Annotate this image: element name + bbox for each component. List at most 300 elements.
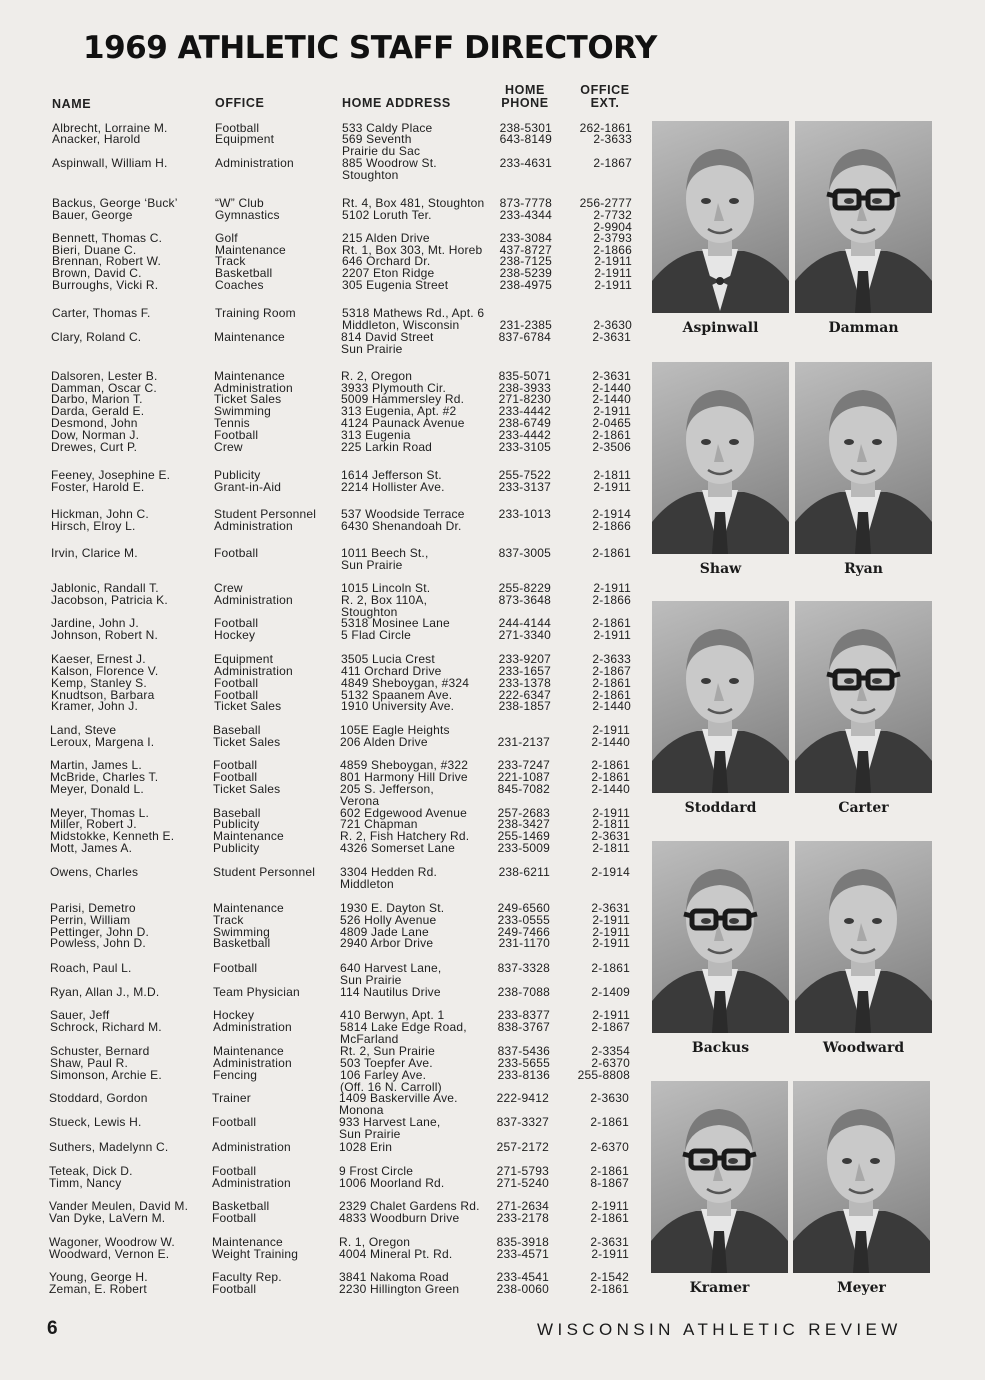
staff-name: Drewes, Curt P. [51,440,138,454]
staff-office-ext: 2-1911 [591,1247,629,1261]
staff-name: Dalsoren, Lester B. [51,369,158,383]
staff-name: Schrock, Richard M. [50,1020,162,1034]
staff-home-phone: 221-1087 [497,770,550,784]
staff-home-phone: 873-7778 [499,196,552,210]
staff-office-ext: 2-7732 [593,208,632,222]
staff-home-phone: 238-5301 [499,121,552,135]
staff-name: Pettinger, John D. [50,925,149,939]
staff-office-ext: 2-1867 [593,156,632,170]
staff-home-address: Sun Prairie [340,972,402,987]
staff-office-ext: 2-3631 [591,829,630,843]
staff-name: Foster, Harold E. [51,480,145,494]
staff-name: Brown, David C. [52,266,142,280]
staff-office-ext: 2-1440 [592,381,631,395]
staff-home-phone: 233-3105 [498,440,551,454]
staff-office: Maintenance [213,1044,284,1058]
staff-name: Schuster, Bernard [50,1044,150,1058]
staff-office: Hockey [213,1008,255,1022]
staff-home-phone: 233-1378 [498,676,551,690]
portrait-photo [652,362,789,554]
staff-home-address: 3304 Hedden Rd. [340,865,438,879]
staff-home-phone: 238-7088 [497,985,550,999]
portrait-photo [795,362,932,554]
staff-home-phone: 837-3328 [497,961,550,975]
portrait-photo [651,1081,788,1273]
header-home-phone-line1: HOME [505,83,545,97]
staff-home-address: 4124 Paunack Avenue [341,416,465,430]
staff-home-address: 2214 Hollister Ave. [341,480,445,494]
portrait-photo [793,1081,930,1273]
staff-home-phone: 233-3137 [498,480,551,494]
header-home-address: HOME ADDRESS [342,96,451,110]
staff-name: Knudtson, Barbara [51,688,155,702]
staff-office: Administration [214,519,293,533]
staff-name: Zeman, E. Robert [49,1282,147,1296]
staff-home-address: 5318 Mosinee Lane [341,616,450,630]
staff-home-phone: 231-1170 [498,936,550,950]
staff-home-address: Rt. 1, Box 303, Mt. Horeb [342,243,483,257]
staff-name: Meyer, Thomas L. [50,806,150,820]
staff-office: Football [212,1115,257,1129]
staff-home-address: 526 Holly Avenue [340,913,437,927]
staff-home-phone: 837-5436 [497,1044,550,1058]
staff-home-address: 5814 Lake Edge Road, [340,1020,467,1034]
staff-home-address: Middleton [340,876,394,891]
staff-office-ext: 2-1811 [593,468,631,482]
staff-home-phone: 238-1857 [498,699,551,713]
staff-name: Timm, Nancy [49,1176,122,1190]
page-title: 1969 ATHLETIC STAFF DIRECTORY [83,30,657,66]
staff-office-ext: 2-3633 [592,652,631,666]
staff-office: Publicity [213,817,260,831]
staff-office-ext: 2-1440 [592,699,631,713]
staff-name: Jablonic, Randall T. [51,581,159,595]
staff-name: Perrin, William [50,913,131,927]
staff-home-phone: 233-2178 [496,1211,549,1225]
staff-home-address: Sun Prairie [339,1126,401,1141]
staff-name: Dow, Norman J. [51,428,140,442]
staff-name: Clary, Roland C. [51,330,142,344]
staff-name: Wagoner, Woodrow W. [49,1235,175,1249]
staff-home-phone: 222-9412 [496,1091,549,1105]
staff-office-ext: 2-1911 [592,806,630,820]
staff-office: Football [213,770,258,784]
staff-home-phone: 231-2385 [499,317,552,332]
staff-home-address: 305 Eugenia Street [342,278,449,292]
staff-home-address: 1409 Baskerville Ave. [339,1091,458,1105]
staff-home-phone: 838-3767 [497,1020,550,1034]
staff-home-phone: 238-3933 [498,381,551,395]
staff-home-address: Middleton, Wisconsin [342,317,460,332]
staff-home-address: 3505 Lucia Crest [341,652,435,666]
staff-name: Albrecht, Lorraine M. [52,121,168,135]
staff-home-phone: 238-5239 [499,266,552,280]
staff-home-address: Sun Prairie [341,557,403,572]
staff-home-phone: 233-7247 [497,758,550,772]
staff-home-address: 206 Alden Drive [340,735,428,749]
staff-name: Land, Steve [50,723,117,737]
portrait-photo [795,601,932,793]
staff-home-address: 6430 Shenandoah Dr. [341,519,462,533]
staff-home-address: 1011 Beech St., [341,546,429,560]
staff-name: Bauer, George [52,208,133,222]
staff-office-ext: 2-1911 [592,1008,630,1022]
staff-office: Swimming [213,925,270,939]
staff-name: Hirsch, Elroy L. [51,519,136,533]
staff-office: Baseball [213,806,261,820]
staff-office-ext: 2-1861 [590,1115,629,1129]
staff-home-address: 537 Woodside Terrace [341,507,465,521]
staff-home-address: 9 Frost Circle [339,1164,414,1178]
staff-office-ext: 2-1440 [591,782,630,796]
staff-home-phone: 233-4442 [498,428,551,442]
staff-office-ext: 256-2777 [579,196,632,210]
staff-home-phone: 437-8727 [499,243,552,257]
staff-office: Football [213,961,258,975]
staff-home-address: 215 Alden Drive [342,231,430,245]
staff-office-ext: 2-3506 [592,440,631,454]
staff-office: Administration [212,1176,291,1190]
staff-home-address: 4859 Sheboygan, #322 [340,758,469,772]
staff-home-address: 721 Chapman [340,817,418,831]
staff-home-phone: 222-6347 [498,688,551,702]
staff-home-phone: 233-4541 [496,1270,549,1284]
staff-office-ext: 2-1866 [593,243,632,257]
staff-office-ext: 2-1911 [594,254,632,268]
staff-office: Faculty Rep. [212,1270,282,1284]
staff-name: Johnson, Robert N. [51,628,158,642]
staff-office-ext: 2-1861 [592,616,631,630]
staff-home-address: Verona [340,793,380,808]
staff-home-address: Rt. 2, Sun Prairie [340,1044,435,1058]
staff-home-address: 2940 Arbor Drive [340,936,434,950]
staff-name: Stoddard, Gordon [49,1091,148,1105]
staff-office: “W” Club [215,196,264,210]
staff-office-ext: 2-1861 [591,770,630,784]
staff-office-ext: 2-1861 [591,961,630,975]
staff-home-phone: 257-2683 [497,806,550,820]
staff-office: Basketball [212,1199,270,1213]
staff-name: Young, George H. [49,1270,148,1284]
staff-office: Football [214,428,259,442]
staff-office-ext: 2-1914 [591,865,630,879]
staff-name: Irvin, Clarice M. [51,546,138,560]
staff-office: Administration [213,1056,292,1070]
staff-office: Football [213,758,258,772]
portrait-caption: Ryan [844,561,883,577]
staff-home-address: 640 Harvest Lane, [340,961,442,975]
staff-office-ext: 2-1911 [592,925,630,939]
staff-name: Teteak, Dick D. [49,1164,133,1178]
staff-office-ext: 2-1861 [591,758,630,772]
staff-office: Publicity [213,841,260,855]
staff-office-ext: 2-1911 [593,628,631,642]
staff-home-phone: 233-5655 [497,1056,550,1070]
staff-home-phone: 873-3648 [498,593,551,607]
staff-name: Jacobson, Patricia K. [51,593,168,607]
staff-office: Administration [214,381,293,395]
staff-home-address: 4833 Woodburn Drive [339,1211,460,1225]
staff-name: Woodward, Vernon E. [49,1247,170,1261]
staff-office: Ticket Sales [214,699,282,713]
staff-name: Van Dyke, LaVern M. [49,1211,166,1225]
staff-office-ext: 255-8808 [577,1068,630,1082]
staff-name: Brennan, Robert W. [52,254,161,268]
staff-office-ext: 262-1861 [579,121,632,135]
staff-office-ext: 2-1911 [594,278,632,292]
staff-office-ext: 2-1440 [591,735,630,749]
staff-office: Training Room [215,306,296,320]
staff-office: Administration [215,156,294,170]
staff-name: Parisi, Demetro [50,901,136,915]
staff-name: Roach, Paul L. [50,961,132,975]
staff-home-phone: 233-8377 [497,1008,550,1022]
staff-name: Martin, James L. [50,758,142,772]
staff-home-address: 114 Nautilus Drive [340,985,441,999]
staff-home-phone: 233-1013 [498,507,551,521]
staff-home-address: 225 Larkin Road [341,440,433,454]
staff-home-phone: 271-3340 [498,628,551,642]
portrait-caption: Kramer [689,1280,750,1296]
portrait-caption: Damman [828,320,899,336]
staff-home-phone: 835-3918 [496,1235,549,1249]
staff-home-address: Monona [339,1102,384,1117]
staff-office-ext: 2-1861 [592,546,631,560]
staff-office-ext: 2-1861 [590,1164,629,1178]
staff-office: Track [215,254,246,268]
staff-name: Carter, Thomas F. [52,306,151,320]
staff-office-ext: 8-1867 [590,1176,629,1190]
staff-home-address: Stoughton [341,604,398,619]
portrait-photo [795,121,932,313]
staff-office: Fencing [213,1068,258,1082]
staff-office: Football [214,688,259,702]
staff-name: Kramer, John J. [51,699,139,713]
staff-home-address: 5318 Mathews Rd., Apt. 6 [342,306,485,320]
staff-home-address: 503 Toepfer Ave. [340,1056,433,1070]
staff-office-ext: 2-0465 [592,416,631,430]
staff-office-ext: 2-1861 [592,428,631,442]
staff-home-address: R. 1, Oregon [339,1235,411,1249]
staff-name: Mott, James A. [50,841,133,855]
portrait-caption: Backus [691,1040,750,1056]
staff-office: Weight Training [212,1247,299,1261]
staff-name: Burroughs, Vicki R. [52,278,159,292]
staff-name: Simonson, Archie E. [50,1068,162,1082]
staff-office: Crew [214,581,243,595]
publication-name: WISCONSIN ATHLETIC REVIEW [537,1320,902,1339]
staff-office: Golf [215,231,238,245]
staff-office-ext: 2-1811 [592,841,630,855]
staff-home-phone: 233-8136 [497,1068,550,1082]
staff-home-phone: 271-5240 [496,1176,549,1190]
portrait-photo [652,841,789,1033]
staff-home-address: 313 Eugenia, Apt. #2 [341,404,457,418]
staff-home-address: 5 Flad Circle [341,628,411,642]
staff-office-ext: 2-1911 [593,581,631,595]
staff-office: Football [214,546,259,560]
staff-office: Coaches [215,278,264,292]
staff-office-ext: 2-1914 [592,507,631,521]
staff-home-phone: 231-2137 [497,735,550,749]
staff-home-phone: 244-4144 [498,616,551,630]
portrait-photo [652,121,789,313]
staff-name: Suthers, Madelynn C. [49,1140,169,1154]
staff-office: Maintenance [214,330,285,344]
staff-home-address: 933 Harvest Lane, [339,1115,441,1129]
staff-office: Football [212,1211,257,1225]
staff-office: Student Personnel [213,865,316,879]
staff-office: Gymnastics [215,208,280,222]
staff-home-address: 814 David Street [341,330,434,344]
staff-name: Vander Meulen, David M. [49,1199,189,1213]
staff-office: Ticket Sales [213,782,281,796]
header-name: NAME [52,97,92,111]
staff-name: Kemp, Stanley S. [51,676,147,690]
staff-office: Administration [214,593,293,607]
staff-name: Owens, Charles [50,865,139,879]
staff-home-address: 4849 Sheboygan, #324 [341,676,470,690]
staff-home-address: 1028 Erin [339,1140,393,1154]
staff-office: Administration [213,1020,292,1034]
staff-office: Hockey [214,628,256,642]
staff-office: Swimming [214,404,271,418]
staff-office: Equipment [215,132,275,146]
staff-name: Darda, Gerald E. [51,404,145,418]
staff-office-ext: 2-1861 [592,676,631,690]
staff-office: Baseball [213,723,261,737]
staff-office: Ticket Sales [213,735,281,749]
staff-office-ext: 2-1911 [594,266,632,280]
staff-office: Administration [214,664,293,678]
staff-office-ext: 2-1911 [592,723,630,737]
staff-office: Equipment [214,652,274,666]
staff-home-address: 1006 Moorland Rd. [339,1176,445,1190]
staff-home-phone: 837-6784 [498,330,551,344]
staff-home-phone: 238-6749 [498,416,551,430]
staff-home-address: 885 Woodrow St. [342,156,437,170]
staff-office-ext: 2-1440 [592,392,631,406]
staff-home-phone: 233-5009 [497,841,550,855]
staff-home-address: 1614 Jefferson St. [341,468,442,482]
staff-home-address: 2329 Chalet Gardens Rd. [339,1199,480,1213]
staff-office-ext: 2-1867 [592,664,631,678]
staff-home-address: R. 2, Fish Hatchery Rd. [340,829,470,843]
staff-office: Publicity [214,468,261,482]
staff-office: Crew [214,440,243,454]
staff-name: Backus, George ‘Buck’ [52,196,178,210]
portrait-caption: Aspinwall [682,320,759,336]
staff-name: Powless, John D. [50,936,146,950]
staff-home-phone: 233-1657 [498,664,551,678]
staff-office: Team Physician [213,985,300,999]
staff-home-phone: 255-8229 [498,581,551,595]
staff-office-ext: 2-3631 [590,1235,629,1249]
staff-home-address: McFarland [340,1031,399,1046]
staff-office-ext: 2-6370 [590,1140,629,1154]
staff-name: Kalson, Florence V. [51,664,159,678]
staff-name: Desmond, John [51,416,138,430]
staff-name: Ryan, Allan J., M.D. [50,985,160,999]
portrait-caption: Meyer [837,1280,886,1296]
staff-home-address: 313 Eugenia [341,428,411,442]
portrait-caption: Carter [838,800,889,816]
portrait-photo [652,601,789,793]
staff-home-address: 1015 Lincoln St. [341,581,431,595]
staff-home-address: 205 S. Jefferson, [340,782,434,796]
portrait-caption: Shaw [699,561,742,577]
portrait-photo [795,841,932,1033]
staff-home-phone: 233-3084 [499,231,552,245]
staff-office-ext: 2-1811 [592,817,630,831]
staff-office-ext: 2-1866 [592,519,631,533]
staff-office: Football [214,616,259,630]
staff-home-address: 569 Seventh [342,132,412,146]
staff-office-ext: 2-6370 [591,1056,630,1070]
staff-home-phone: 233-0555 [497,913,550,927]
staff-home-address: 1930 E. Dayton St. [340,901,445,915]
staff-home-phone: 271-5793 [496,1164,549,1178]
staff-name: Jardine, John J. [51,616,139,630]
staff-office: Ticket Sales [214,392,282,406]
staff-office-ext: 2-3631 [592,330,631,344]
staff-home-address: 4326 Somerset Lane [340,841,456,855]
staff-name: Midstokke, Kenneth E. [50,829,175,843]
staff-office: Maintenance [212,1235,283,1249]
staff-office-ext: 2-1409 [591,985,630,999]
staff-name: Darbo, Marion T. [51,392,143,406]
staff-office: Tennis [214,416,250,430]
staff-office-ext: 2-3633 [593,132,632,146]
staff-home-address: 106 Farley Ave. [340,1068,427,1082]
staff-name: Damman, Oscar C. [51,381,157,395]
staff-office-ext: 2-3631 [592,369,631,383]
staff-office: Maintenance [213,901,284,915]
staff-home-address: 533 Caldy Place [342,121,433,135]
staff-home-phone: 233-9207 [498,652,551,666]
staff-home-address: Prairie du Sac [342,143,421,158]
staff-name: Bieri, Duane C. [52,243,137,257]
staff-home-address: 105E Eagle Heights [340,723,450,737]
staff-name: Miller, Robert J. [50,817,137,831]
staff-office-ext: 2-9904 [593,219,632,234]
staff-home-phone: 238-4975 [499,278,552,292]
staff-home-address: 801 Harmony Hill Drive [340,770,468,784]
staff-office: Track [213,913,244,927]
staff-office-ext: 2-1911 [592,913,630,927]
staff-home-phone: 233-4631 [499,156,552,170]
staff-home-address: 602 Edgewood Avenue [340,806,468,820]
staff-home-address: Rt. 4, Box 481, Stoughton [342,196,485,210]
staff-office: Grant-in-Aid [214,480,282,494]
staff-office: Student Personnel [214,507,317,521]
staff-home-address: 646 Orchard Dr. [342,254,431,268]
staff-home-address: (Off. 16 N. Carroll) [340,1079,442,1094]
staff-home-address: 5132 Spaanem Ave. [341,688,453,702]
staff-home-phone: 255-7522 [498,468,551,482]
staff-office: Administration [212,1140,291,1154]
staff-home-phone: 233-4344 [499,208,552,222]
staff-home-phone: 233-4442 [498,404,551,418]
staff-name: Feeney, Josephine E. [51,468,171,482]
staff-home-phone: 238-6211 [498,865,550,879]
staff-home-phone: 238-0060 [496,1282,549,1296]
page-number: 6 [47,1318,58,1339]
staff-name: Shaw, Paul R. [50,1056,128,1070]
staff-name: Bennett, Thomas C. [52,231,163,245]
staff-home-phone: 255-1469 [497,829,550,843]
staff-home-phone: 233-4571 [496,1247,549,1261]
